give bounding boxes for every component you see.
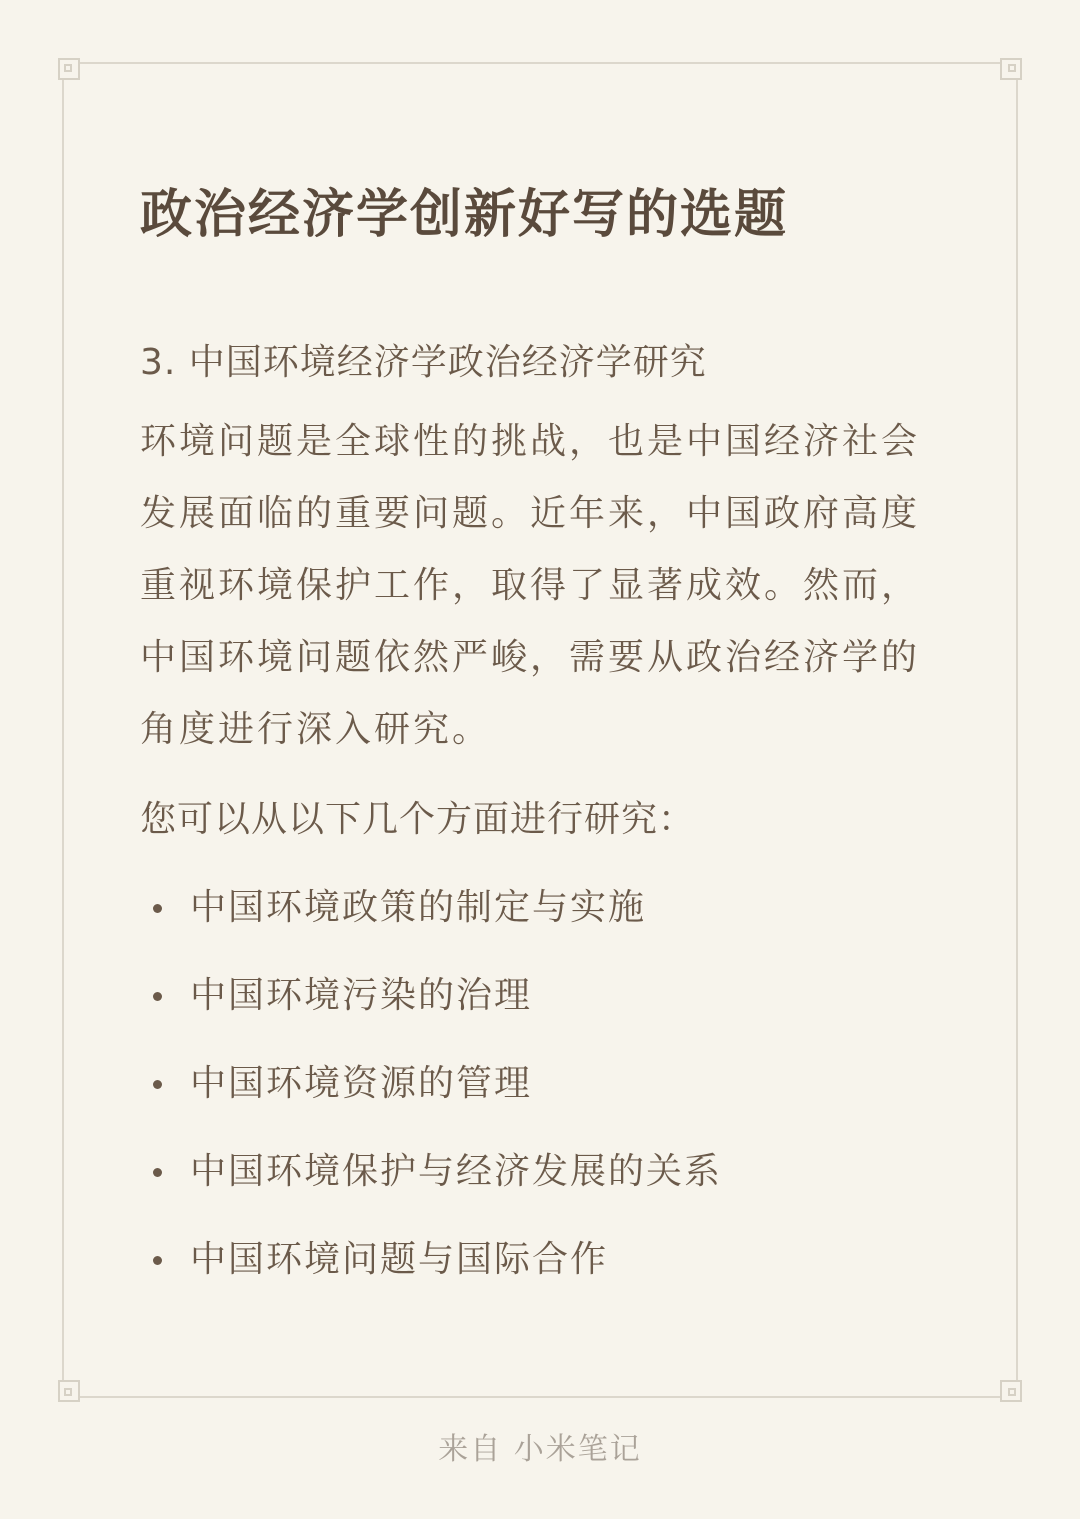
section-heading: 3. 中国环境经济学政治经济学研究 xyxy=(140,342,707,383)
frame-corner-bottom-right xyxy=(1000,1380,1022,1402)
list-item xyxy=(140,888,722,976)
frame-corner-top-right xyxy=(1000,58,1022,80)
list-item-text: 中国环境保护与经济发展的关系 xyxy=(190,1151,723,1192)
list-item-text: 中国环境问题与国际合作 xyxy=(190,1239,609,1280)
bullet-icon xyxy=(153,1168,162,1177)
bullet-icon xyxy=(153,904,162,913)
list-item xyxy=(140,1240,722,1328)
list-item-text: 中国环境资源的管理 xyxy=(190,1063,533,1104)
list-item-text: 中国环境污染的治理 xyxy=(190,975,533,1016)
bullet-icon xyxy=(153,1256,162,1265)
intro-text: 您可以从以下几个方面进行研究： xyxy=(140,799,696,840)
paragraph-line-4: 中国环境问题依然严峻，需要从政治经济学的 xyxy=(140,637,921,678)
footer-source: 来自 小米笔记 xyxy=(438,1432,642,1467)
list-item xyxy=(140,1064,722,1152)
paragraph-line-3: 重视环境保护工作，取得了显著成效。然而， xyxy=(140,565,921,606)
list-item-text: 中国环境政策的制定与实施 xyxy=(190,887,647,928)
paragraph-line-2: 发展面临的重要问题。近年来，中国政府高度 xyxy=(140,493,921,534)
page-title: 政治经济学创新好写的选题 xyxy=(140,185,789,245)
paragraph-line-1: 环境问题是全球性的挑战，也是中国经济社会 xyxy=(140,421,921,462)
bullet-icon xyxy=(153,1080,162,1089)
paragraph-line-5: 角度进行深入研究。 xyxy=(140,709,492,750)
list-item xyxy=(140,976,722,1064)
list-item xyxy=(140,1152,722,1240)
frame-corner-bottom-left xyxy=(58,1380,80,1402)
bullet-icon xyxy=(153,992,162,1001)
frame-corner-top-left xyxy=(58,58,80,80)
topic-list xyxy=(140,888,722,1328)
